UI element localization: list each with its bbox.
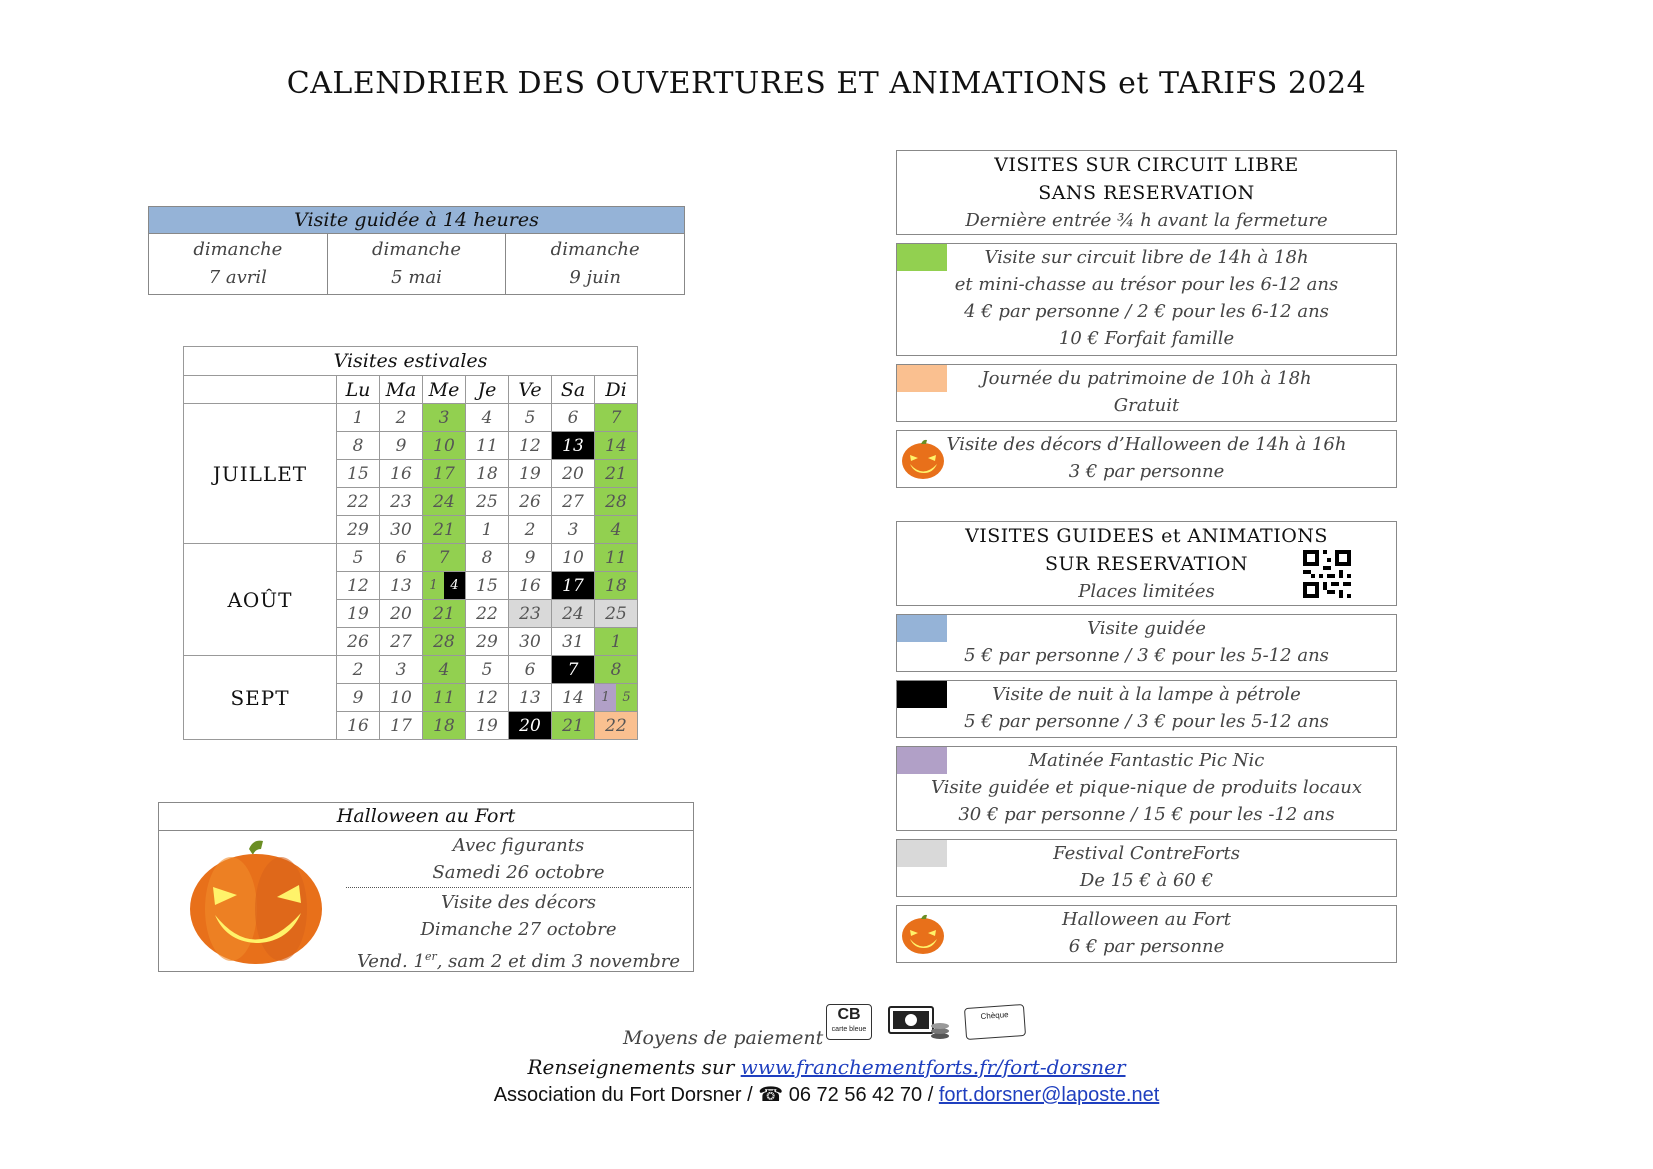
calendar-day: 14 — [595, 432, 638, 460]
black-swatch — [897, 681, 947, 708]
reservation-head-2: SUR RESERVATION — [1044, 553, 1249, 575]
halloween-line-5: Vend. 1er, sam 2 et dim 3 novembre — [356, 950, 681, 972]
calendar-day: 16 — [509, 572, 552, 600]
month-label: AOÛT — [184, 544, 337, 656]
grey-swatch — [897, 840, 947, 867]
calendar-day: 19 — [466, 712, 509, 740]
calendar-day: 28 — [423, 628, 466, 656]
calendar-day: 6 — [509, 656, 552, 684]
contact-line — [0, 1082, 1653, 1107]
calendar-day: 29 — [337, 516, 380, 544]
calendar-day: 6 — [552, 404, 595, 432]
calendar-day: 18 — [423, 712, 466, 740]
libre-circuit-line-1: Visite sur circuit libre de 14h à 18h — [984, 247, 1309, 268]
calendar-day: 2 — [380, 404, 423, 432]
calendar-day: 8 — [595, 656, 638, 684]
halloween-line-4: Dimanche 27 octobre — [420, 919, 617, 940]
reservation-note: Places limitées — [1078, 581, 1215, 602]
info-label: Renseignements sur — [527, 1055, 735, 1079]
pumpkin-icon — [900, 435, 946, 481]
contact-text: Association du Fort Dorsner / ☎ 06 72 56 42 70 / — [493, 1084, 934, 1106]
calendar-day: 20 — [552, 460, 595, 488]
calendar-day: 24 — [552, 600, 595, 628]
reservation-header-box — [896, 521, 1397, 606]
calendar-day: 11 — [423, 684, 466, 712]
libre-circuit-line-4: 10 € Forfait famille — [1058, 328, 1235, 349]
calendar-day: 10 — [552, 544, 595, 572]
calendar-day: 25 — [466, 488, 509, 516]
calendar-day: 30 — [509, 628, 552, 656]
calendar-day: 7 — [595, 404, 638, 432]
calendar-day: 16 — [380, 460, 423, 488]
payment-label: Moyens de paiement — [623, 1027, 824, 1049]
calendar-day: 4 — [595, 516, 638, 544]
calendar-day: 20 — [380, 600, 423, 628]
calendar-day: 18 — [595, 572, 638, 600]
calendar-day: 28 — [595, 488, 638, 516]
calendar-day: 20 — [509, 712, 552, 740]
patrimoine-box — [896, 364, 1397, 422]
calendar-day: 13 — [552, 432, 595, 460]
calendar-day: 19 — [509, 460, 552, 488]
weekday-lu: Lu — [337, 376, 380, 404]
calendar-day: 6 — [380, 544, 423, 572]
calendar-week-row — [184, 404, 638, 432]
orange-swatch — [897, 365, 947, 392]
guided-date-2: dimanche 5 mai — [328, 234, 507, 294]
calendar-day: 3 — [423, 404, 466, 432]
visite-guidee-line-2: 5 € par personne / 3 € pour les 5-12 ans — [964, 645, 1329, 666]
pumpkin-icon — [187, 837, 325, 965]
weekday-me: Me — [423, 376, 466, 404]
festival-line-2: De 15 € à 60 € — [1079, 870, 1214, 891]
calendar-day: 29 — [466, 628, 509, 656]
calendar-day: 25 — [595, 600, 638, 628]
calendar-day: 27 — [552, 488, 595, 516]
calendar-day: 21 — [423, 516, 466, 544]
calendar-day: 23 — [509, 600, 552, 628]
visite-guidee-line-1: Visite guidée — [1087, 618, 1206, 639]
calendar-day: 4 — [466, 404, 509, 432]
calendar-day: 19 — [337, 600, 380, 628]
patrimoine-line-1: Journée du patrimoine de 10h à 18h — [981, 368, 1312, 389]
halloween-decor-line-2: 3 € par personne — [1068, 461, 1225, 482]
calendar-day: 11 — [595, 544, 638, 572]
weekday-row — [184, 376, 638, 404]
calendar-day: 13 — [509, 684, 552, 712]
halloween-decor-box — [896, 430, 1397, 488]
calendar-day: 1 4 — [423, 572, 466, 600]
calendar-day: 7 — [552, 656, 595, 684]
calendar-day: 8 — [466, 544, 509, 572]
calendar-day: 15 — [337, 460, 380, 488]
guided-date-1: dimanche 7 avril — [149, 234, 328, 294]
calendar-day: 15 — [466, 572, 509, 600]
halloween-fort-line-2: 6 € par personne — [1068, 936, 1225, 957]
calendar-day: 12 — [337, 572, 380, 600]
calendar-day: 26 — [337, 628, 380, 656]
picnic-line-2: Visite guidée et pique-nique de produits locaux — [930, 777, 1363, 798]
calendar-day: 7 — [423, 544, 466, 572]
qr-code-icon[interactable] — [1303, 550, 1351, 598]
calendar-day: 2 — [337, 656, 380, 684]
visite-nuit-line-1: Visite de nuit à la lampe à pétrole — [992, 684, 1301, 705]
calendar-day: 12 — [509, 432, 552, 460]
patrimoine-line-2: Gratuit — [1113, 395, 1180, 416]
calendar-day: 10 — [380, 684, 423, 712]
halloween-fort-line-1: Halloween au Fort — [1061, 909, 1232, 930]
halloween-header: Halloween au Fort — [159, 803, 693, 831]
libre-note: Dernière entrée ¾ h avant la fermeture — [965, 210, 1328, 231]
libre-head-1: VISITES SUR CIRCUIT LIBRE — [994, 154, 1299, 176]
calendar-day: 1 — [337, 404, 380, 432]
libre-circuit-box — [896, 243, 1397, 356]
calendar-day: 22 — [337, 488, 380, 516]
visite-nuit-line-2: 5 € par personne / 3 € pour les 5-12 ans — [964, 711, 1329, 732]
reservation-head-1: VISITES GUIDEES et ANIMATIONS — [965, 525, 1328, 547]
cash-icon — [888, 1006, 950, 1044]
calendar-day: 4 — [423, 656, 466, 684]
summer-calendar — [183, 346, 638, 740]
calendar-day: 24 — [423, 488, 466, 516]
calendar-day: 17 — [380, 712, 423, 740]
month-label: SEPT — [184, 656, 337, 740]
calendar-day: 17 — [552, 572, 595, 600]
calendar-day: 27 — [380, 628, 423, 656]
halloween-box — [158, 802, 694, 972]
weekday-ma: Ma — [380, 376, 423, 404]
website-link[interactable]: www.franchementforts.fr/fort-dorsner — [740, 1055, 1126, 1079]
picnic-box — [896, 746, 1397, 831]
picnic-line-3: 30 € par personne / 15 € pour les -12 ans — [958, 804, 1335, 825]
calendar-day: 17 — [423, 460, 466, 488]
halloween-decor-line-1: Visite des décors d’Halloween de 14h à 16h — [946, 434, 1347, 455]
libre-circuit-line-2: et mini-chasse au trésor pour les 6-12 ans — [954, 274, 1339, 295]
calendar-day: 5 — [337, 544, 380, 572]
weekday-ve: Ve — [509, 376, 552, 404]
cheque-icon: Chèque — [964, 1004, 1026, 1040]
calendar-week-row — [184, 544, 638, 572]
calendar-day: 21 — [595, 460, 638, 488]
calendar-day: 9 — [380, 432, 423, 460]
weekday-je: Je — [466, 376, 509, 404]
calendar-day: 1 — [595, 628, 638, 656]
calendar-day: 1 5 — [595, 684, 638, 712]
calendar-day: 16 — [337, 712, 380, 740]
halloween-line-1: Avec figurants — [452, 835, 585, 856]
guided-date-3: dimanche 9 juin — [550, 239, 640, 288]
visite-guidee-box — [896, 614, 1397, 672]
credit-card-icon: CB carte bleue — [826, 1004, 872, 1040]
calendar-day: 5 — [466, 656, 509, 684]
calendar-header: Visites estivales — [184, 347, 638, 376]
picnic-line-1: Matinée Fantastic Pic Nic — [1028, 750, 1265, 771]
calendar-day: 30 — [380, 516, 423, 544]
purple-swatch — [897, 747, 947, 774]
calendar-day: 21 — [552, 712, 595, 740]
calendar-day: 1 — [466, 516, 509, 544]
calendar-day: 2 — [509, 516, 552, 544]
halloween-divider — [346, 887, 691, 888]
calendar-day: 11 — [466, 432, 509, 460]
calendar-day: 18 — [466, 460, 509, 488]
halloween-fort-box — [896, 905, 1397, 963]
blue-swatch — [897, 615, 947, 642]
month-label: JUILLET — [184, 404, 337, 544]
guided-visits-header: Visite guidée à 14 heures — [149, 207, 684, 234]
calendar-day: 10 — [423, 432, 466, 460]
info-line — [0, 1055, 1653, 1079]
calendar-day: 9 — [509, 544, 552, 572]
calendar-day: 8 — [337, 432, 380, 460]
festival-line-1: Festival ContreForts — [1053, 843, 1240, 864]
weekday-sa: Sa — [552, 376, 595, 404]
libre-header-box — [896, 150, 1397, 235]
calendar-day: 31 — [552, 628, 595, 656]
weekday-di: Di — [595, 376, 638, 404]
calendar-day: 5 — [509, 404, 552, 432]
calendar-day: 22 — [595, 712, 638, 740]
halloween-line-2: Samedi 26 octobre — [432, 862, 605, 883]
green-swatch — [897, 244, 947, 271]
halloween-line-3: Visite des décors — [440, 892, 597, 913]
libre-head-2: SANS RESERVATION — [1038, 182, 1255, 204]
calendar-day: 3 — [552, 516, 595, 544]
calendar-day: 21 — [423, 600, 466, 628]
calendar-day: 13 — [380, 572, 423, 600]
visite-nuit-box — [896, 680, 1397, 738]
calendar-day: 9 — [337, 684, 380, 712]
calendar-day: 3 — [380, 656, 423, 684]
calendar-day: 23 — [380, 488, 423, 516]
calendar-day: 22 — [466, 600, 509, 628]
calendar-day: 26 — [509, 488, 552, 516]
libre-circuit-line-3: 4 € par personne / 2 € pour les 6-12 ans — [964, 301, 1329, 322]
calendar-week-row — [184, 656, 638, 684]
festival-box — [896, 839, 1397, 897]
calendar-day: 12 — [466, 684, 509, 712]
email-link[interactable]: fort.dorsner@laposte.net — [938, 1084, 1160, 1106]
guided-visits-table — [148, 206, 685, 295]
page-title: CALENDRIER DES OUVERTURES ET ANIMATIONS et TARIFS 2024 — [286, 66, 1367, 101]
calendar-day: 14 — [552, 684, 595, 712]
pumpkin-icon — [900, 910, 946, 956]
